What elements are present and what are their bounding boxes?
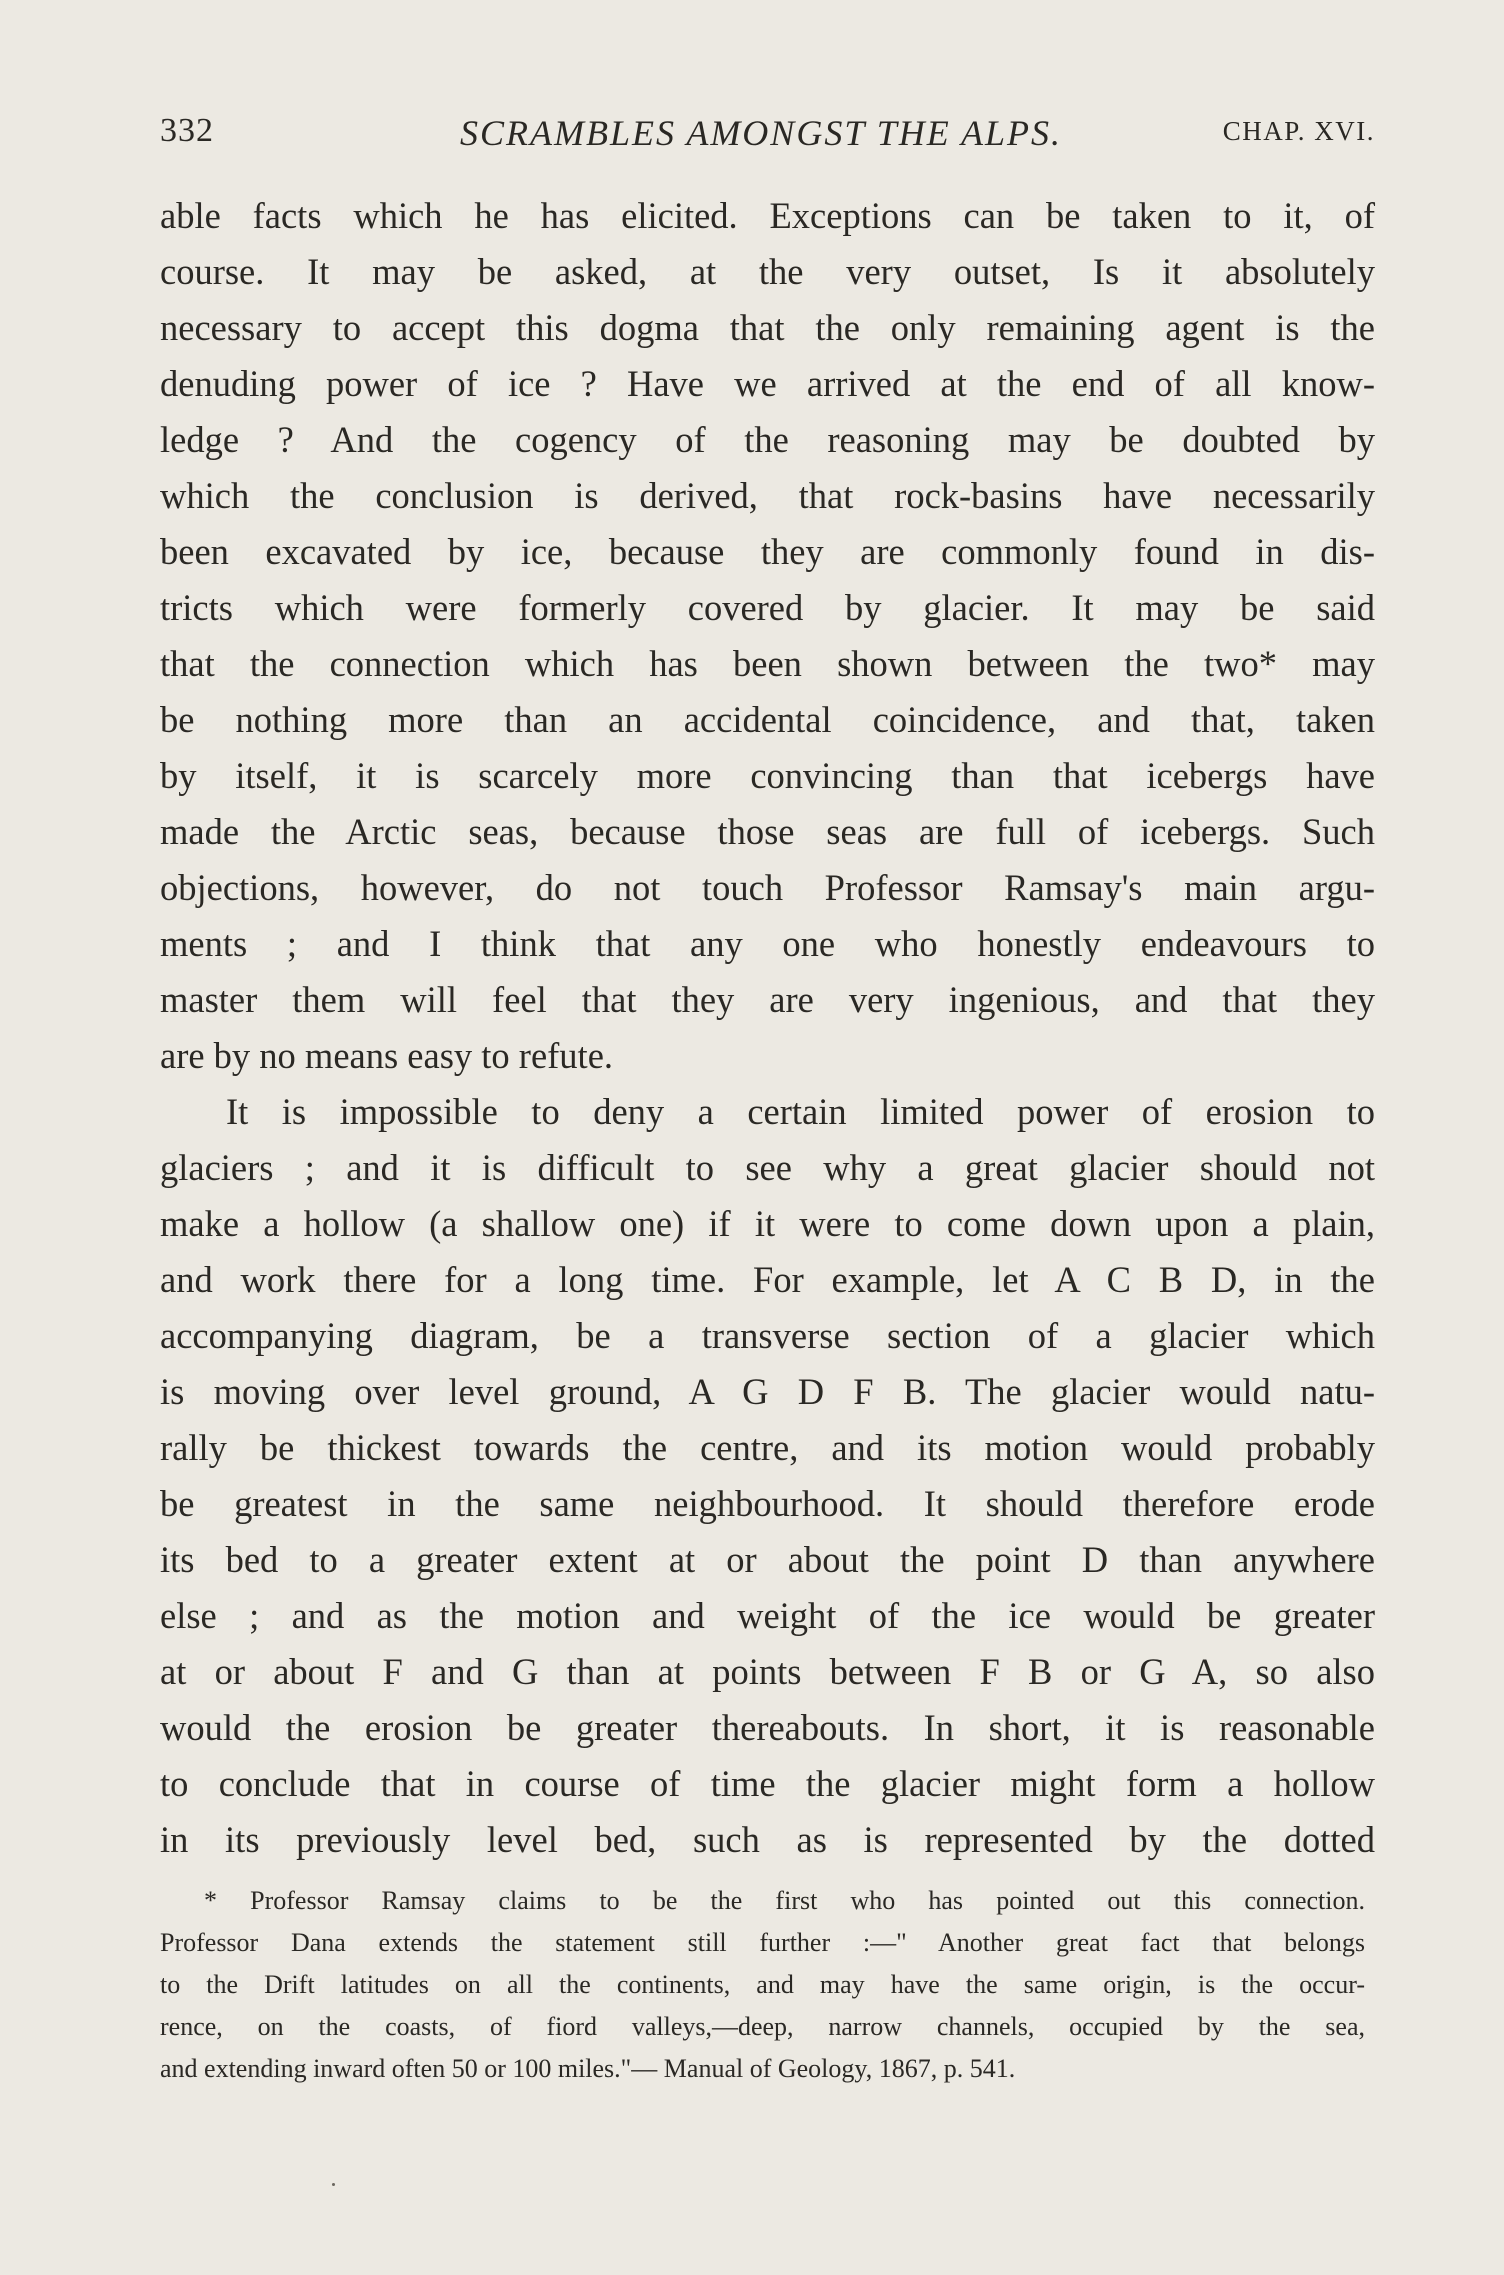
running-head (160, 112, 1375, 162)
footnote-line: Professor Dana extends the statement still further :—" Another great fact that belongs (160, 1928, 1365, 1957)
text-line: and work there for a long time. For example, let A C B D, in the (160, 1259, 1375, 1300)
text-line: objections, however, do not touch Professor Ramsay's main argu- (160, 867, 1375, 908)
body-text (160, 188, 1375, 1868)
text-line: that the connection which has been shown between the two* may (160, 643, 1375, 684)
book-title: SCRAMBLES AMONGST THE ALPS. (460, 113, 1063, 153)
text-line: accompanying diagram, be a transverse section of a glacier which (160, 1315, 1375, 1356)
text-line: by itself, it is scarcely more convincing than that icebergs have (160, 755, 1375, 796)
paragraph-start-line: It is impossible to deny a certain limited power of erosion to (226, 1091, 1375, 1132)
text-line: else ; and as the motion and weight of the ice would be greater (160, 1595, 1375, 1636)
text-line: is moving over level ground, A G D F B. The glacier would natu- (160, 1371, 1375, 1412)
text-line: to conclude that in course of time the glacier might form a hollow (160, 1763, 1375, 1804)
text-line: which the conclusion is derived, that rock-basins have necessarily (160, 475, 1375, 516)
text-line: glaciers ; and it is difficult to see why a great glacier should not (160, 1147, 1375, 1188)
text-line: would the erosion be greater thereabouts. In short, it is reasonable (160, 1707, 1375, 1748)
text-line: been excavated by ice, because they are commonly found in dis- (160, 531, 1375, 572)
text-line: able facts which he has elicited. Exceptions can be taken to it, of (160, 195, 1375, 236)
paper-speck (332, 2183, 335, 2186)
text-line: be greatest in the same neighbourhood. It should therefore erode (160, 1483, 1375, 1524)
text-line: master them will feel that they are very ingenious, and that they (160, 979, 1375, 1020)
text-line: its bed to a greater extent at or about the point D than anywhere (160, 1539, 1375, 1580)
text-line: be nothing more than an accidental coincidence, and that, taken (160, 699, 1375, 740)
text-line: in its previously level bed, such as is represented by the dotted (160, 1819, 1375, 1860)
paragraph-end-line: are by no means easy to refute. (160, 1035, 614, 1076)
text-line: necessary to accept this dogma that the only remaining agent is the (160, 307, 1375, 348)
text-line: denuding power of ice ? Have we arrived at the end of all know- (160, 363, 1375, 404)
footnote (160, 1880, 1365, 2090)
footnote-line: and extending inward often 50 or 100 miles."— Manual of Geology, 1867, p. 541. (160, 2054, 1016, 2083)
page-number: 332 (160, 112, 214, 149)
text-line: tricts which were formerly covered by glacier. It may be said (160, 587, 1375, 628)
text-line: rally be thickest towards the centre, and its motion would probably (160, 1427, 1375, 1468)
text-line: make a hollow (a shallow one) if it were to come down upon a plain, (160, 1203, 1375, 1244)
footnote-line: rence, on the coasts, of fiord valleys,—deep, narrow channels, occupied by the sea, (160, 2012, 1365, 2041)
chapter-label: CHAP. XVI. (1222, 116, 1375, 146)
footnote-line: * Professor Ramsay claims to be the first who has pointed out this connection. (204, 1886, 1365, 1915)
text-line: made the Arctic seas, because those seas are full of icebergs. Such (160, 811, 1375, 852)
text-line: course. It may be asked, at the very outset, Is it absolutely (160, 251, 1375, 292)
text-line: ments ; and I think that any one who honestly endeavours to (160, 923, 1375, 964)
text-line: at or about F and G than at points between F B or G A, so also (160, 1651, 1375, 1692)
text-line: ledge ? And the cogency of the reasoning may be doubted by (160, 419, 1375, 460)
footnote-line: to the Drift latitudes on all the continents, and may have the same origin, is the occur- (160, 1970, 1365, 1999)
